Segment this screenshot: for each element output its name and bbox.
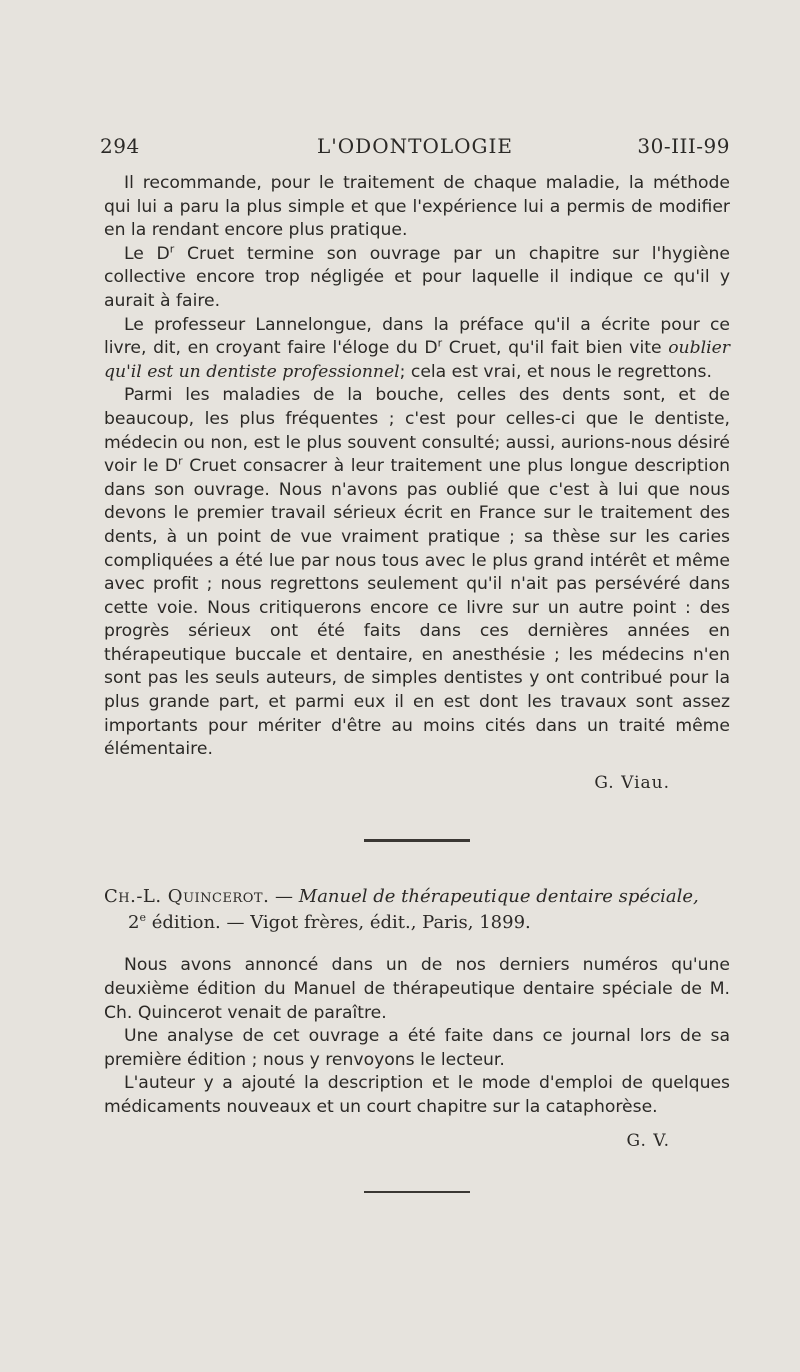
paragraph: Il recommande, pour le traitement de chaque maladie, la méthode qui lui a paru la plus simple et que l'expérience lui a permis de modifier en la rendant encore plus pratique. [104, 173, 730, 241]
issue-date: 30-III-99 [637, 134, 730, 158]
paragraph: Une analyse de cet ouvrage a été faite dans ce journal lors de sa première édition ; nous y renvoyons le lecteur. [104, 1026, 730, 1070]
paragraph: L'auteur y a ajouté la description et le mode d'emploi de quelques médicaments nouveaux et un court chapitre sur la cataphorèse. [104, 1073, 730, 1117]
review-cruet [104, 172, 730, 795]
section-divider [364, 839, 470, 842]
page-body [104, 172, 730, 1193]
paragraph: Le professeur Lannelongue, dans la préface qu'il a écrite pour ce livre, dit, en croyant faire l'éloge du $D^r$ Cruet, qu'il fait bien vite oublier qu'il est un dentiste professionnel; cela est vrai, et nous le regrettons. [104, 314, 730, 382]
section-divider [364, 1191, 470, 1193]
signature: G. Viau. [594, 772, 670, 793]
paragraph: Le $D^r$ Cruet termine son ouvrage par un chapitre sur l'hygiène collective encore trop négligée et pour laquelle il indique ce qu'il y aurait à faire. [104, 242, 730, 311]
paragraph: Nous avons annoncé dans un de nos derniers numéros qu'une deuxième édition du Manuel de thérapeutique dentaire spéciale de M. Ch. Quincerot venait de paraître. [104, 955, 730, 1023]
review-heading: Ch.-L. Quincerot. — Manuel de thérapeutique dentaire spéciale, 2e édition. — Vigot frères, édit., Paris, 1899. [104, 886, 699, 934]
running-head [100, 134, 730, 164]
book-title: Manuel de thérapeutique dentaire spéciale, [298, 886, 699, 908]
journal-title: L'ODONTOLOGIE [317, 134, 513, 158]
page-number: 294 [100, 134, 140, 158]
review-quincerot [104, 884, 730, 1153]
signature: G. V. [626, 1130, 670, 1151]
review-author: Ch.-L. Quincerot. [104, 886, 270, 908]
paragraph: Parmi les maladies de la bouche, celles des dents sont, et de beaucoup, les plus fréquentes ; c'est pour celles-ci que le dentiste, médecin ou non, est le plus souvent consulté; aussi, aurions-nous désiré voir le $D^r$ Cruet consacrer à leur traitement une plus longue description dans son ouvrage. Nous n'avons pas oublié que c'est à lui que nous devons le premier travail sérieux écrit en France sur le traitement des dents, à un point de vue vraiment pratique ; sa thèse sur les caries compliquées a été lue par nous tous avec le plus grand intérêt et même avec profit ; nous regrettons seulement qu'il n'ait pas persévéré dans cette voie. Nous critiquerons encore ce livre sur un autre point : des progrès sérieux ont été faits dans ces dernières années en thérapeutique buccale et dentaire, en anesthésie ; les médecins n'en sont pas les seuls auteurs, de simples dentistes y ont contribué pour la plus grande part, et parmi eux il en est dont les travaux sont assez importants pour mériter d'être au moins cités dans un traité même élémentaire. [104, 385, 730, 760]
italic-quote: oublier qu'il est un dentiste professionnel [104, 338, 730, 382]
